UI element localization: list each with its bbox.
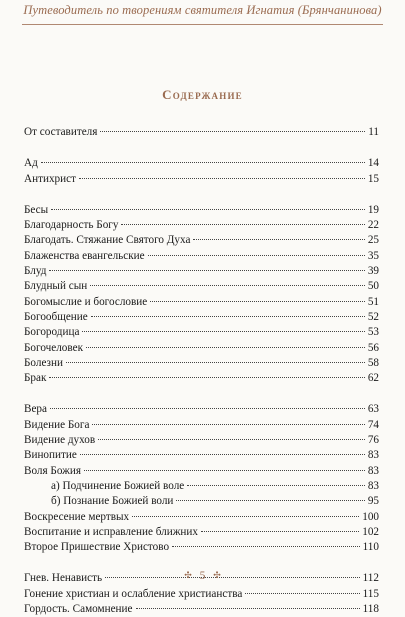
toc-entry — [24, 510, 379, 525]
toc-entry-page-number: 50 — [367, 280, 379, 293]
toc-entry — [24, 203, 379, 218]
toc-entry-label: Воскресение мертвых — [24, 510, 130, 523]
toc-entry-page-number: 100 — [362, 510, 379, 523]
toc-entry — [24, 540, 379, 555]
toc-entry-label: Видение Бога — [24, 418, 90, 431]
toc-entry-label: Брак — [24, 372, 47, 385]
folio-page-number: 5 — [199, 570, 206, 582]
dot-leader — [92, 424, 364, 425]
dot-leader — [187, 485, 365, 486]
toc-subentry — [24, 479, 379, 494]
toc-entry-label: а) Подчинение Божией воле — [51, 479, 185, 492]
dot-leader — [100, 131, 365, 132]
dot-leader — [90, 285, 365, 286]
toc-entry — [24, 602, 379, 617]
toc-entry-label: От составителя — [24, 126, 98, 138]
toc-entry — [24, 264, 379, 279]
toc-entry — [24, 125, 379, 140]
dot-leader — [150, 301, 365, 302]
toc-entry-page-number: 76 — [367, 434, 379, 447]
toc-entry-page-number: 19 — [367, 203, 379, 216]
folio-ornament-left-icon: ✣ — [184, 570, 192, 580]
toc-entry-label: Благодарность Богу — [24, 219, 119, 232]
toc-entry — [24, 525, 379, 540]
toc-entry-page-number: 25 — [367, 234, 379, 247]
running-head-rule — [22, 24, 383, 25]
toc-entry — [24, 172, 379, 187]
dot-leader — [51, 209, 365, 210]
toc-entry — [24, 295, 379, 310]
toc-entry — [24, 279, 379, 294]
table-of-contents — [24, 125, 379, 617]
toc-entry — [24, 448, 379, 463]
toc-entry — [24, 325, 379, 340]
toc-entry-page-number: 56 — [367, 341, 379, 354]
dot-leader — [91, 316, 365, 317]
toc-entry-page-number: 52 — [367, 310, 379, 323]
toc-entry-label: б) Познание Божией воли — [51, 495, 174, 508]
toc-entry-page-number: 51 — [367, 295, 379, 308]
dot-leader — [66, 362, 365, 363]
dot-leader — [82, 331, 364, 332]
toc-entry-page-number: 83 — [367, 464, 379, 477]
toc-entry-page-number: 14 — [367, 157, 379, 170]
toc-entry-page-number: 118 — [362, 603, 379, 616]
page-folio — [0, 570, 405, 582]
dot-leader — [245, 593, 359, 594]
toc-entry — [24, 156, 379, 171]
toc-entry-label: Блудный сын — [24, 280, 88, 293]
toc-entry-label: Богообщение — [24, 310, 88, 323]
toc-entry-label: Богомыслие и богословие — [24, 295, 148, 308]
toc-entry-label: Антихрист — [24, 172, 76, 185]
folio-ornament-right-icon: ✣ — [213, 570, 221, 580]
toc-entry-page-number: 95 — [367, 495, 379, 508]
dot-leader — [176, 500, 364, 501]
toc-entry — [24, 433, 379, 448]
toc-entry-page-number: 11 — [368, 126, 379, 138]
toc-entry-page-number: 63 — [367, 403, 379, 416]
toc-entry-label: Гордость. Самомнение — [24, 603, 133, 616]
toc-entry-page-number: 15 — [367, 172, 379, 185]
toc-entry-label: Богочеловек — [24, 341, 84, 354]
toc-entry-page-number: 83 — [367, 479, 379, 492]
dot-leader — [49, 270, 364, 271]
toc-entry — [24, 233, 379, 248]
dot-leader — [41, 162, 365, 163]
toc-entry-page-number: 35 — [367, 249, 379, 262]
dot-leader — [79, 178, 365, 179]
toc-entry-label: Воля Божия — [24, 464, 82, 477]
toc-entry-label: Видение духов — [24, 434, 96, 447]
toc-entry-page-number: 115 — [362, 587, 379, 600]
toc-entry-label: Благодать. Стяжание Святого Духа — [24, 234, 191, 247]
toc-entry-label: Гнев. Ненависть — [24, 572, 103, 585]
toc-entry-page-number: 102 — [362, 525, 379, 538]
toc-entry-page-number: 53 — [367, 326, 379, 339]
toc-entry — [24, 310, 379, 325]
toc-entry-page-number: 83 — [367, 449, 379, 462]
toc-entry-page-number: 39 — [367, 265, 379, 278]
toc-entry — [24, 402, 379, 417]
dot-leader — [201, 531, 359, 532]
toc-entry-label: Бесы — [24, 203, 49, 216]
toc-entry-label: Блаженства евангельские — [24, 249, 145, 262]
toc-entry — [24, 464, 379, 479]
toc-entry-page-number: 110 — [362, 541, 379, 554]
toc-title: Содержание — [162, 87, 243, 102]
toc-entry-page-number: 62 — [367, 372, 379, 385]
dot-leader — [121, 224, 364, 225]
toc-entry — [24, 218, 379, 233]
toc-entry-label: Вера — [24, 403, 47, 416]
dot-leader — [50, 408, 365, 409]
running-head: Путеводитель по творениям святителя Игнатия (Брянчанинова) — [23, 3, 382, 17]
toc-entry — [24, 341, 379, 356]
dot-leader — [98, 439, 365, 440]
toc-entry-label: Богородица — [24, 326, 80, 339]
dot-leader — [80, 454, 365, 455]
dot-leader — [193, 239, 364, 240]
toc-entry — [24, 249, 379, 264]
toc-entry-page-number: 74 — [367, 418, 379, 431]
dot-leader — [84, 470, 365, 471]
dot-leader — [172, 546, 360, 547]
dot-leader — [49, 377, 364, 378]
dot-leader — [132, 516, 359, 517]
toc-entry — [24, 356, 379, 371]
toc-entry-label: Гонение христиан и ослабление христианства — [24, 587, 243, 600]
toc-entry-page-number: 22 — [367, 219, 379, 232]
toc-entry — [24, 587, 379, 602]
toc-entry-label: Болезни — [24, 356, 63, 369]
toc-subentry — [24, 494, 379, 509]
toc-entry-label: Ад — [24, 157, 38, 170]
toc-entry-label: Винопитие — [24, 449, 77, 462]
dot-leader — [148, 255, 365, 256]
toc-entry-label: Воспитание и исправление ближних — [24, 525, 198, 538]
toc-entry-page-number: 112 — [362, 572, 379, 585]
toc-entry-page-number: 58 — [367, 356, 379, 369]
toc-entry — [24, 371, 379, 386]
dot-leader — [136, 608, 360, 609]
dot-leader — [86, 347, 365, 348]
toc-entry — [24, 418, 379, 433]
toc-entry-label: Блуд — [24, 265, 47, 278]
toc-entry-label: Второе Пришествие Христово — [24, 541, 170, 554]
